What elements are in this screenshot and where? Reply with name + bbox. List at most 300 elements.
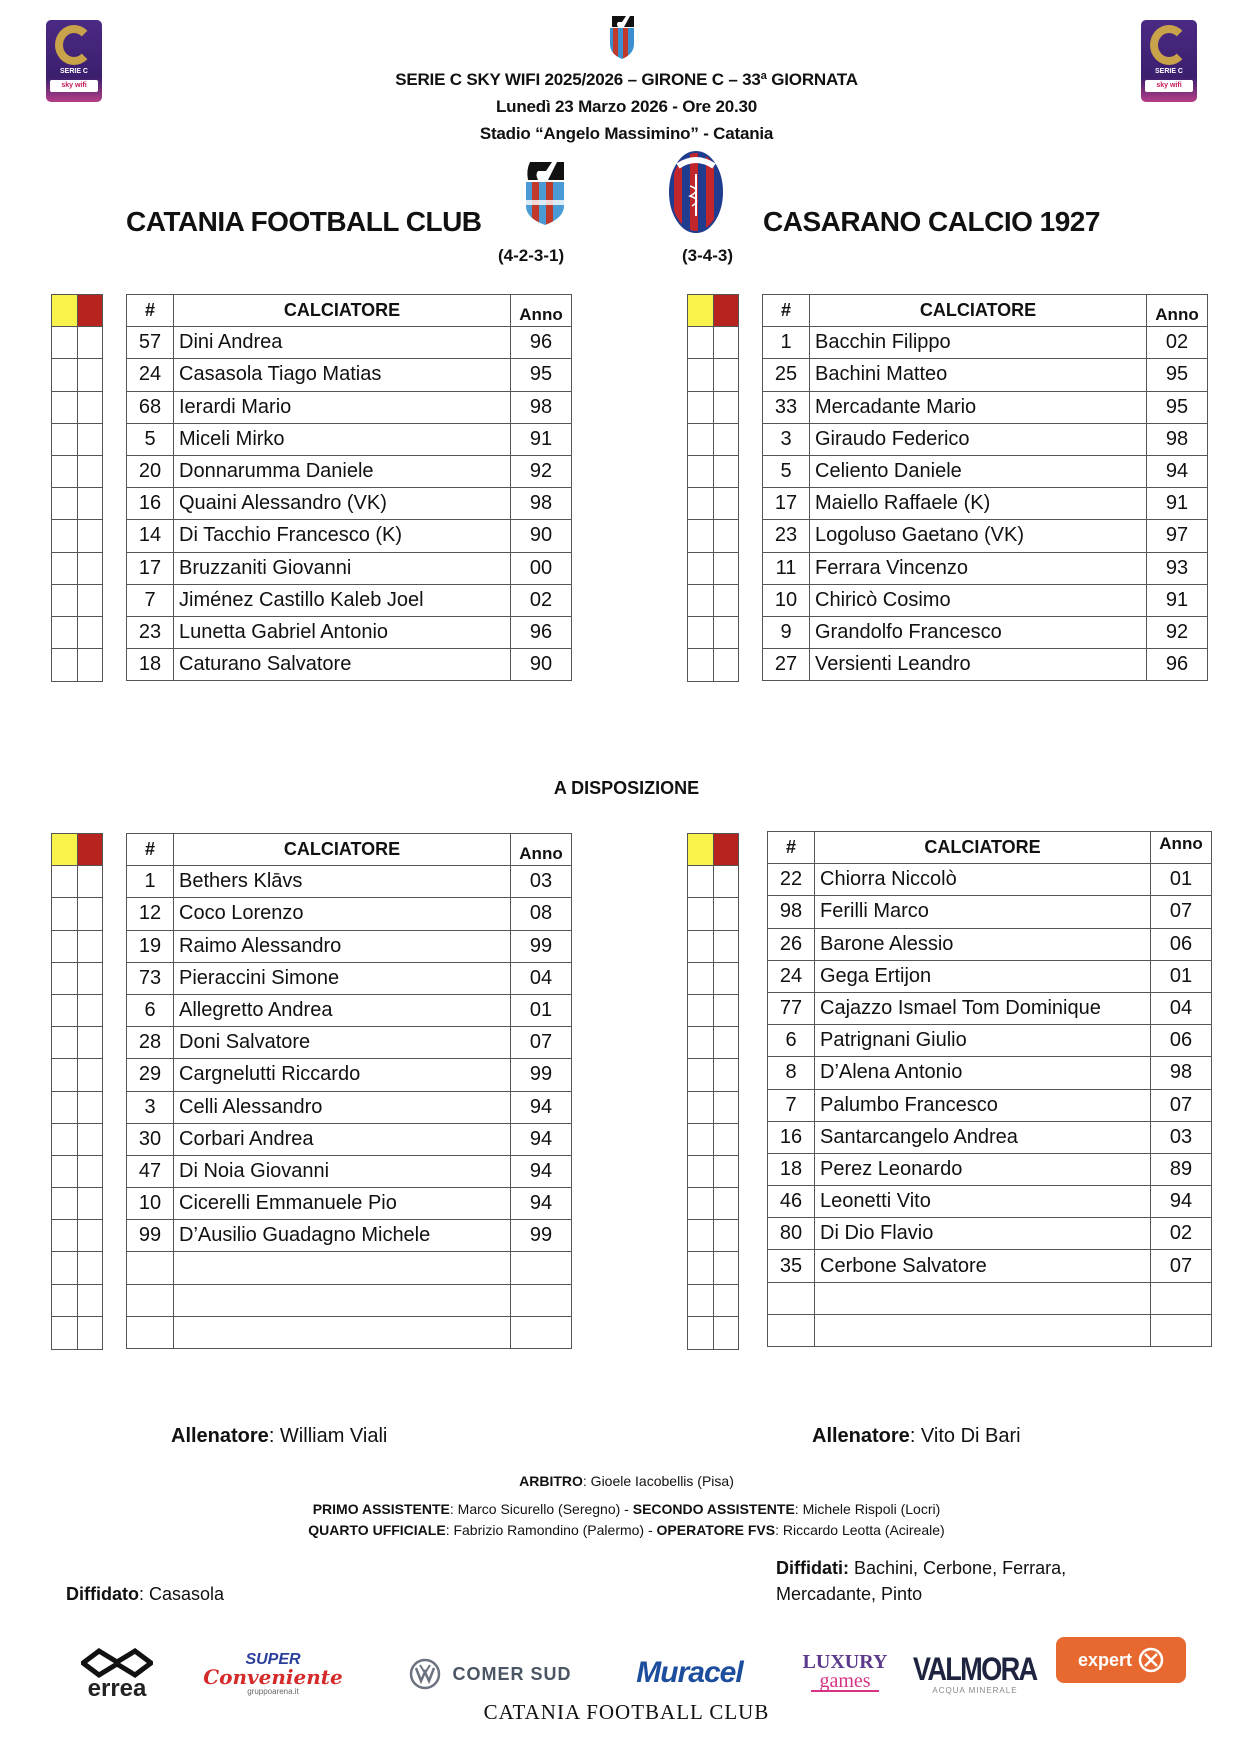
home-team-name: CATANIA FOOTBALL CLUB	[126, 206, 482, 237]
table-row	[127, 1091, 572, 1123]
player-number: 5	[127, 423, 174, 455]
col-header-player: CALCIATORE	[174, 295, 511, 327]
yellow-card-cell	[52, 898, 78, 929]
table-row	[763, 423, 1208, 455]
table-row	[763, 488, 1208, 520]
yellow-card-icon	[52, 295, 78, 326]
player-number: 19	[127, 930, 174, 962]
yellow-card-cell	[52, 1220, 78, 1251]
card-row	[52, 488, 102, 520]
yellow-card-cell	[688, 1220, 714, 1251]
player-year: 89	[1151, 1153, 1212, 1185]
yellow-card-cell	[52, 392, 78, 423]
yellow-card-cell	[688, 424, 714, 455]
red-card-cell	[714, 866, 739, 897]
yellow-card-cell	[688, 327, 714, 358]
player-number: 7	[127, 584, 174, 616]
player-name	[174, 1252, 511, 1284]
player-year: 04	[511, 962, 572, 994]
player-year	[1151, 1314, 1212, 1346]
table-row	[127, 1252, 572, 1284]
serie-c-label: SERIE C	[59, 68, 88, 75]
card-row	[688, 1156, 738, 1188]
red-card-cell	[714, 1124, 739, 1155]
red-card-cell	[714, 898, 739, 929]
red-card-cell	[78, 649, 103, 681]
first-assistant-label: PRIMO ASSISTENTE	[312, 1501, 450, 1517]
player-year: 07	[1151, 1089, 1212, 1121]
assistants	[0, 1501, 1253, 1517]
player-year: 91	[1147, 584, 1208, 616]
player-name: Chiricò Cosimo	[810, 584, 1147, 616]
red-card-cell	[714, 488, 739, 519]
card-row	[688, 1027, 738, 1059]
yellow-card-icon	[688, 834, 714, 865]
player-number: 77	[768, 992, 815, 1024]
red-card-cell	[78, 585, 103, 616]
red-card-cell	[78, 1124, 103, 1155]
player-year: 01	[1151, 960, 1212, 992]
yellow-card-cell	[688, 1156, 714, 1187]
player-number: 16	[127, 488, 174, 520]
yellow-card-cell	[688, 1027, 714, 1058]
gruppoarena-label: gruppoarena.it	[247, 1686, 299, 1696]
player-year: 06	[1151, 928, 1212, 960]
player-name: Pieraccini Simone	[174, 962, 511, 994]
table-row	[768, 960, 1212, 992]
fourth-official-label: QUARTO UFFICIALE	[308, 1522, 446, 1538]
player-number: 10	[763, 584, 810, 616]
table-row	[768, 1089, 1212, 1121]
player-year: 07	[1151, 1250, 1212, 1282]
red-card-cell	[714, 520, 739, 551]
referee-label: ARBITRO	[519, 1473, 583, 1489]
red-card-cell	[78, 1156, 103, 1187]
player-year: 95	[1147, 391, 1208, 423]
table-row	[763, 455, 1208, 487]
player-name: Di Dio Flavio	[815, 1218, 1151, 1250]
player-year: 91	[511, 423, 572, 455]
card-row	[52, 1092, 102, 1124]
away-bench-table	[767, 831, 1212, 1347]
card-row	[52, 1285, 102, 1317]
player-year: 92	[1147, 616, 1208, 648]
card-row	[688, 327, 738, 359]
player-year: 98	[511, 391, 572, 423]
red-card-cell	[78, 931, 103, 962]
table-row	[768, 928, 1212, 960]
away-coach-label: Allenatore	[812, 1425, 910, 1447]
player-year	[1151, 1282, 1212, 1314]
red-card-cell	[78, 488, 103, 519]
yellow-card-cell	[52, 1252, 78, 1283]
yellow-card-cell	[688, 995, 714, 1026]
player-number: 35	[768, 1250, 815, 1282]
card-row	[688, 424, 738, 456]
card-row	[52, 456, 102, 488]
col-header-number: #	[768, 832, 815, 864]
player-year: 97	[1147, 520, 1208, 552]
table-row	[768, 1153, 1212, 1185]
player-number: 25	[763, 359, 810, 391]
player-year: 94	[511, 1091, 572, 1123]
player-year	[511, 1252, 572, 1284]
player-name: Bethers Klāvs	[174, 866, 511, 898]
home-diffidati-label: Diffidato	[66, 1584, 139, 1604]
card-header-row	[688, 295, 738, 327]
player-year	[511, 1316, 572, 1348]
player-year: 98	[1151, 1057, 1212, 1089]
valmora-label: VALMORA	[913, 1650, 1037, 1687]
fourth-official-name: : Fabrizio Ramondino (Palermo) -	[445, 1522, 657, 1538]
red-card-cell	[714, 392, 739, 423]
yellow-card-cell	[688, 898, 714, 929]
player-year: 07	[511, 1027, 572, 1059]
player-name: Di Tacchio Francesco (K)	[174, 520, 511, 552]
yellow-card-cell	[52, 424, 78, 455]
player-number: 24	[768, 960, 815, 992]
red-card-cell	[78, 553, 103, 584]
home-suspension-risk	[66, 1581, 224, 1607]
yellow-card-cell	[688, 1092, 714, 1123]
red-card-icon	[714, 834, 739, 865]
away-formation: (3-4-3)	[682, 246, 734, 265]
card-row	[688, 1124, 738, 1156]
player-year: 98	[511, 488, 572, 520]
player-name: Maiello Raffaele (K)	[810, 488, 1147, 520]
conveniente-label: Conveniente	[203, 1664, 343, 1689]
player-number: 20	[127, 455, 174, 487]
col-header-year: Anno	[1147, 295, 1208, 327]
away-coach-name: : Vito Di Bari	[909, 1425, 1021, 1447]
card-row	[52, 520, 102, 552]
red-card-cell	[78, 963, 103, 994]
player-number: 99	[127, 1220, 174, 1252]
player-year: 94	[1147, 455, 1208, 487]
player-name: Barone Alessio	[815, 928, 1151, 960]
yellow-card-cell	[52, 585, 78, 616]
red-card-cell	[78, 1092, 103, 1123]
player-number: 29	[127, 1059, 174, 1091]
table-row	[763, 391, 1208, 423]
player-year: 95	[511, 359, 572, 391]
player-number	[127, 1252, 174, 1284]
expert-label: expert	[1077, 1649, 1133, 1670]
red-card-cell	[714, 1156, 739, 1187]
table-row	[768, 1186, 1212, 1218]
card-row	[52, 898, 102, 930]
yellow-card-cell	[52, 995, 78, 1026]
fvs-operator-label: OPERATORE FVS	[656, 1522, 776, 1538]
red-card-cell	[714, 1317, 739, 1349]
player-name: Ferilli Marco	[815, 896, 1151, 928]
table-row	[127, 1155, 572, 1187]
referee	[0, 1473, 1253, 1489]
player-year: 07	[1151, 896, 1212, 928]
fourth-official-and-fvs	[0, 1522, 1253, 1538]
player-name: Bacchin Filippo	[810, 327, 1147, 359]
away-diffidati-label: Diffidati:	[776, 1558, 849, 1578]
away-bench-card-grid	[687, 833, 739, 1350]
card-row	[688, 1317, 738, 1349]
table-row	[127, 616, 572, 648]
player-year: 08	[511, 898, 572, 930]
table-row	[127, 649, 572, 681]
card-row	[688, 488, 738, 520]
red-card-cell	[714, 617, 739, 648]
red-card-cell	[714, 424, 739, 455]
player-name: Bachini Matteo	[810, 359, 1147, 391]
player-year: 01	[1151, 864, 1212, 896]
second-assistant-label: SECONDO ASSISTENTE	[632, 1501, 795, 1517]
player-name: Cargnelutti Riccardo	[174, 1059, 511, 1091]
card-row	[688, 1220, 738, 1252]
player-name: Cajazzo Ismael Tom Dominique	[815, 992, 1151, 1024]
yellow-card-cell	[688, 866, 714, 897]
table-row	[127, 327, 572, 359]
col-header-player: CALCIATORE	[815, 832, 1151, 864]
table-row	[768, 1025, 1212, 1057]
player-number: 30	[127, 1123, 174, 1155]
player-name: Leonetti Vito	[815, 1186, 1151, 1218]
footer-club-name: CATANIA FOOTBALL CLUB	[483, 1700, 770, 1724]
card-row	[688, 617, 738, 649]
serie-c-icon	[55, 25, 93, 65]
sponsor-valmora	[912, 1642, 1038, 1704]
card-row	[52, 1156, 102, 1188]
yellow-card-cell	[52, 1027, 78, 1058]
player-year: 06	[1151, 1025, 1212, 1057]
match-date: Lunedì 23 Marzo 2026 - Ore 20.30	[496, 97, 757, 116]
away-team-name: CASARANO CALCIO 1927	[763, 206, 1100, 237]
table-row	[768, 1218, 1212, 1250]
player-name: Doni Salvatore	[174, 1027, 511, 1059]
col-header-number: #	[763, 295, 810, 327]
table-row	[763, 649, 1208, 681]
card-row	[688, 866, 738, 898]
player-name: Quaini Alessandro (VK)	[174, 488, 511, 520]
col-header-player: CALCIATORE	[174, 834, 511, 866]
player-number: 33	[763, 391, 810, 423]
player-year: 94	[511, 1188, 572, 1220]
yellow-card-cell	[52, 963, 78, 994]
card-row	[52, 1188, 102, 1220]
player-year: 01	[511, 994, 572, 1026]
table-row	[127, 359, 572, 391]
yellow-card-cell	[688, 585, 714, 616]
player-number: 23	[127, 616, 174, 648]
player-number	[127, 1316, 174, 1348]
yellow-card-cell	[688, 931, 714, 962]
sponsor-luxury-games	[793, 1644, 897, 1700]
player-year: 95	[1147, 359, 1208, 391]
player-name: Raimo Alessandro	[174, 930, 511, 962]
red-card-cell	[78, 1059, 103, 1090]
player-number: 1	[763, 327, 810, 359]
player-number: 73	[127, 962, 174, 994]
card-header-row	[52, 295, 102, 327]
home-coach-name: : William Viali	[268, 1425, 388, 1447]
errea-label: errea	[87, 1675, 147, 1702]
catania-crest-icon	[524, 160, 566, 226]
yellow-card-icon	[52, 834, 78, 865]
yellow-card-cell	[688, 1059, 714, 1090]
player-number: 5	[763, 455, 810, 487]
red-card-cell	[78, 1285, 103, 1316]
referee-name: : Gioele Iacobellis (Pisa)	[582, 1473, 734, 1489]
yellow-card-cell	[688, 488, 714, 519]
bench-section-title: A DISPOSIZIONE	[553, 778, 700, 798]
player-year: 99	[511, 1059, 572, 1091]
player-name: Mercadante Mario	[810, 391, 1147, 423]
competition-title: SERIE C SKY WIFI 2025/2026 – GIRONE C – 33ª GIORNATA	[395, 70, 858, 89]
card-row	[52, 553, 102, 585]
card-row	[688, 1188, 738, 1220]
player-year: 94	[511, 1123, 572, 1155]
red-card-cell	[714, 553, 739, 584]
player-year: 96	[511, 327, 572, 359]
home-starters-table	[126, 294, 572, 681]
table-row	[127, 1059, 572, 1091]
red-card-cell	[714, 931, 739, 962]
col-header-number: #	[127, 834, 174, 866]
yellow-card-cell	[52, 1059, 78, 1090]
home-bench-table	[126, 833, 572, 1349]
table-row	[127, 962, 572, 994]
player-name: Cerbone Salvatore	[815, 1250, 1151, 1282]
player-year: 94	[511, 1155, 572, 1187]
col-header-year: Anno	[1151, 832, 1212, 864]
sky-wifi-label: sky wifi	[1145, 80, 1193, 92]
card-row	[688, 898, 738, 930]
yellow-card-cell	[688, 1317, 714, 1349]
luxury-label: LUXURY	[802, 1651, 888, 1673]
red-card-cell	[714, 995, 739, 1026]
yellow-card-cell	[688, 456, 714, 487]
card-row	[688, 456, 738, 488]
player-name: Patrignani Giulio	[815, 1025, 1151, 1057]
serie-c-label: SERIE C	[1154, 68, 1183, 75]
yellow-card-cell	[52, 488, 78, 519]
player-year: 00	[511, 552, 572, 584]
table-row	[768, 1250, 1212, 1282]
player-number: 27	[763, 649, 810, 681]
sponsor-super-conveniente	[188, 1648, 358, 1700]
player-name: Giraudo Federico	[810, 423, 1147, 455]
player-year: 93	[1147, 552, 1208, 584]
player-year: 94	[1151, 1186, 1212, 1218]
card-row	[688, 392, 738, 424]
yellow-card-cell	[52, 327, 78, 358]
player-name: Allegretto Andrea	[174, 994, 511, 1026]
player-name	[174, 1284, 511, 1316]
player-number: 8	[768, 1057, 815, 1089]
red-card-icon	[78, 295, 103, 326]
sponsor-expert	[1056, 1637, 1186, 1683]
card-row	[52, 931, 102, 963]
player-number	[768, 1282, 815, 1314]
table-row	[768, 1057, 1212, 1089]
player-year: 98	[1147, 423, 1208, 455]
yellow-card-cell	[688, 1252, 714, 1283]
player-year: 02	[1151, 1218, 1212, 1250]
player-number: 47	[127, 1155, 174, 1187]
player-name: Santarcangelo Andrea	[815, 1121, 1151, 1153]
away-coach	[812, 1425, 1021, 1448]
away-diffidati-names-line1: Bachini, Cerbone, Ferrara,	[848, 1558, 1067, 1578]
red-card-cell	[78, 995, 103, 1026]
red-card-cell	[78, 1252, 103, 1283]
player-number: 17	[763, 488, 810, 520]
col-header-player: CALCIATORE	[810, 295, 1147, 327]
red-card-cell	[714, 1188, 739, 1219]
player-name: Logoluso Gaetano (VK)	[810, 520, 1147, 552]
card-row	[52, 359, 102, 391]
card-row	[688, 1059, 738, 1091]
table-row	[127, 552, 572, 584]
red-card-cell	[78, 1220, 103, 1251]
yellow-card-cell	[688, 617, 714, 648]
home-formation: (4-2-3-1)	[498, 246, 565, 265]
yellow-card-cell	[688, 1124, 714, 1155]
red-card-cell	[714, 456, 739, 487]
player-name: Celiento Daniele	[810, 455, 1147, 487]
red-card-cell	[714, 1027, 739, 1058]
serie-c-icon	[1150, 25, 1188, 65]
table-row	[127, 391, 572, 423]
card-row	[52, 963, 102, 995]
player-number: 22	[768, 864, 815, 896]
col-header-year: Anno	[511, 295, 572, 327]
player-year: 96	[1147, 649, 1208, 681]
red-card-cell	[714, 1252, 739, 1283]
table-row	[127, 520, 572, 552]
player-number	[768, 1314, 815, 1346]
yellow-card-cell	[52, 617, 78, 648]
player-name: D’Alena Antonio	[815, 1057, 1151, 1089]
table-row	[768, 992, 1212, 1024]
card-row	[688, 963, 738, 995]
table-row	[127, 423, 572, 455]
player-number: 6	[768, 1025, 815, 1057]
yellow-card-cell	[688, 963, 714, 994]
red-card-cell	[714, 1285, 739, 1316]
red-card-cell	[714, 649, 739, 681]
player-name	[174, 1316, 511, 1348]
player-year: 04	[1151, 992, 1212, 1024]
card-row	[52, 1252, 102, 1284]
player-year	[511, 1284, 572, 1316]
card-row	[52, 585, 102, 617]
player-name: D’Ausilio Guadagno Michele	[174, 1220, 511, 1252]
red-card-cell	[714, 585, 739, 616]
table-row	[127, 455, 572, 487]
yellow-card-icon	[688, 295, 714, 326]
yellow-card-cell	[688, 359, 714, 390]
red-card-cell	[78, 617, 103, 648]
table-row	[127, 1220, 572, 1252]
table-row	[768, 864, 1212, 896]
red-card-cell	[714, 1220, 739, 1251]
away-starters-card-grid	[687, 294, 739, 682]
card-header-row	[52, 834, 102, 866]
red-card-cell	[714, 963, 739, 994]
red-card-icon	[78, 834, 103, 865]
table-row	[127, 994, 572, 1026]
card-row	[52, 1317, 102, 1349]
yellow-card-cell	[688, 1285, 714, 1316]
yellow-card-cell	[52, 1285, 78, 1316]
